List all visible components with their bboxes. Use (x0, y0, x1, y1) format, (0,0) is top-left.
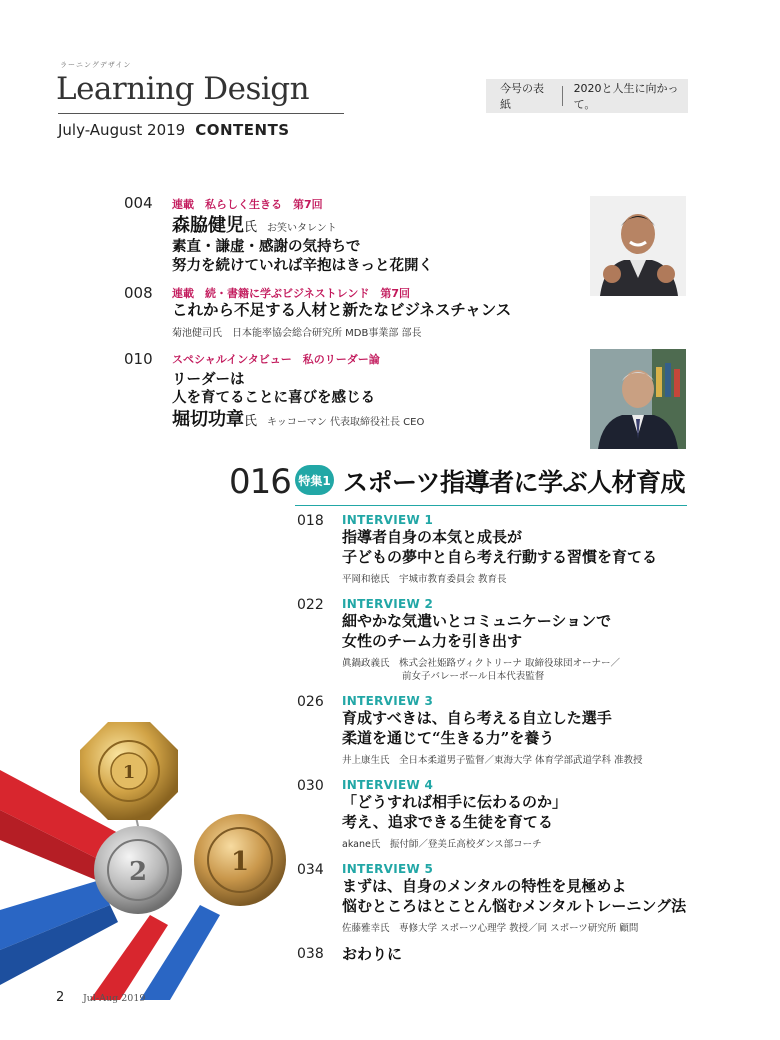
interview-label: INTERVIEW 3 (342, 694, 434, 708)
interview-label: INTERVIEW 5 (342, 862, 434, 876)
cover-info-box (486, 79, 688, 113)
entry-category: スペシャルインタビュー 私のリーダー論 (172, 353, 380, 366)
entry-name-line (172, 211, 337, 237)
interview-headline[interactable]: 柔道を通じて“生きる力”を養う (342, 729, 555, 747)
cover-label: 今号の表紙 (500, 82, 544, 111)
interview-headline[interactable]: まずは、自身のメンタルの特性を見極めよ (342, 877, 627, 895)
interview-person: 眞鍋政義氏 株式会社姫路ヴィクトリーナ 取締役球団オーナー／ (342, 658, 620, 669)
feature-badge: 特集1 (295, 465, 334, 495)
interview-person: 前女子バレーボール日本代表監督 (402, 671, 545, 682)
header-rule (58, 113, 344, 114)
issue-line (58, 121, 290, 139)
interview-page-034[interactable]: 034 (297, 862, 324, 878)
interview-page-018[interactable]: 018 (297, 513, 324, 529)
interview-headline[interactable]: 指導者自身の本気と成長が (342, 528, 523, 546)
interview-page-038[interactable]: 038 (297, 946, 324, 962)
honorific: 氏 (244, 220, 258, 235)
interview-page-022[interactable]: 022 (297, 597, 324, 613)
interview-person: 井上康生氏 全日本柔道男子監督／東海大学 体育学部武道学科 准教授 (342, 755, 643, 766)
interview-headline[interactable]: 「どうすれば相手に伝わるのか」 (342, 793, 568, 811)
medals-illustration (0, 700, 300, 1000)
entry-page-004[interactable]: 004 (124, 194, 153, 212)
cover-value: 2020と人生に向かって。 (573, 82, 679, 111)
brand-logo (56, 61, 356, 108)
interview-headline[interactable]: 育成すべきは、自ら考える自立した選手 (342, 709, 612, 727)
interview-label: INTERVIEW 4 (342, 778, 434, 792)
page-date: Jul-Aug 2019 (83, 993, 146, 1004)
entry-person: 菊池健司氏 日本能率協会総合研究所 MDB事業部 部長 (172, 328, 422, 339)
interview-person: 平岡和徳氏 宇城市教育委員会 教育長 (342, 574, 507, 585)
contents-label: CONTENTS (195, 121, 290, 139)
interview-headline[interactable]: 考え、追求できる生徒を育てる (342, 813, 553, 831)
honorific: 氏 (244, 414, 258, 429)
person-role: お笑いタレント (267, 223, 337, 234)
page-number: 2 (56, 990, 65, 1005)
interview-headline[interactable]: 女性のチーム力を引き出す (342, 632, 523, 650)
entry-headline[interactable]: 努力を続けていれば辛抱はきっと花開く (172, 257, 433, 274)
entry-page-010[interactable]: 010 (124, 350, 153, 368)
interview-page-026[interactable]: 026 (297, 694, 324, 710)
interview-headline[interactable]: 子どもの夢中と自ら考え行動する習慣を育てる (342, 548, 658, 566)
entry-headline[interactable]: 素直・謙虚・感謝の気持ちで (172, 238, 361, 255)
interview-page-030[interactable]: 030 (297, 778, 324, 794)
photo-morioka (590, 196, 686, 296)
interview-person: akane氏 振付師／登美丘高校ダンス部コーチ (342, 839, 542, 850)
person-name: 森脇健児 (172, 215, 244, 236)
feature-page-016[interactable]: 016 (229, 462, 291, 502)
issue-date: July-August 2019 (58, 121, 186, 139)
photo-horikiri (590, 349, 686, 449)
person-role: キッコーマン 代表取締役社長 CEO (267, 417, 425, 428)
svg-text:1: 1 (122, 762, 136, 783)
entry-name-line (172, 405, 424, 431)
svg-text:1: 1 (230, 847, 250, 877)
entry-category: 連載 続・書籍に学ぶビジネストレンド 第7回 (172, 287, 411, 300)
entry-category: 連載 私らしく生きる 第7回 (172, 198, 323, 211)
entry-headline[interactable]: リーダーは (172, 371, 245, 388)
interview-label: INTERVIEW 1 (342, 513, 434, 527)
entry-page-008[interactable]: 008 (124, 284, 153, 302)
brand-ruby: ラーニングデザイン (60, 61, 132, 69)
interview-headline[interactable]: 悩むところはとことん悩むメンタルトレーニング法 (342, 897, 687, 915)
interview-headline[interactable]: 細やかな気遣いとコミュニケーションで (342, 612, 612, 630)
feature-rule (295, 505, 687, 506)
svg-text:2: 2 (128, 857, 148, 887)
person-name: 堀切功章 (172, 409, 244, 430)
interview-person: 佐藤雅幸氏 専修大学 スポーツ心理学 教授／同 スポーツ研究所 顧問 (342, 923, 639, 934)
closing-headline[interactable]: おわりに (342, 945, 403, 963)
feature-title[interactable]: スポーツ指導者に学ぶ人材育成 (343, 468, 686, 497)
entry-headline[interactable]: 人を育てることに喜びを感じる (172, 389, 375, 406)
interview-label: INTERVIEW 2 (342, 597, 434, 611)
entry-headline[interactable]: これから不足する人材と新たなビジネスチャンス (172, 300, 512, 319)
brand-name: Learning Design (56, 71, 310, 107)
